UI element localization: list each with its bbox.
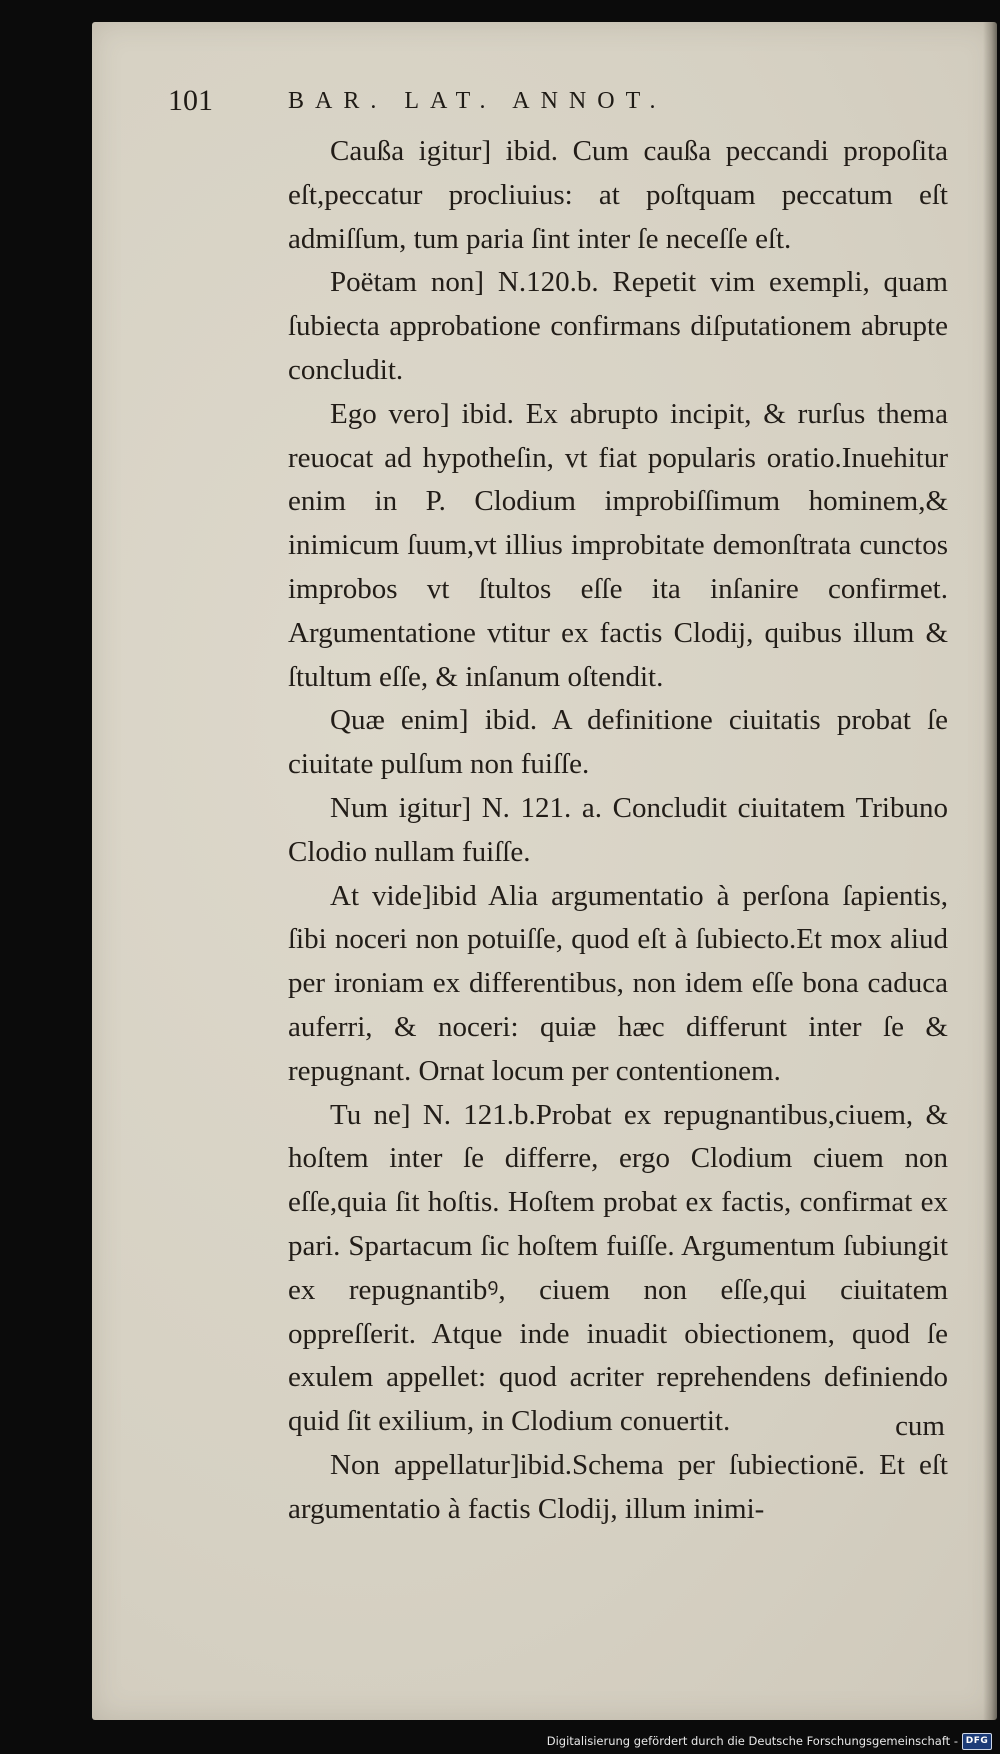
page-edge-shadow (983, 22, 997, 1720)
page-header (168, 84, 928, 124)
digitization-credit (540, 1731, 992, 1751)
page-number: 101 (168, 84, 213, 117)
paragraph: Tu ne] N. 121.b.Probat ex repugnantibus,ciuem, & hoſtem inter ſe differre, ergo Clodium ciuem non eſſe,quia ſit hoſtis. Hoſtem probat ex factis, confirmat ex pari. Spartacum ſic hoſtem fuiſſe. Argumentum ſubiungit ex repugnantibꝰ, ciuem non eſſe,qui ciuitatem oppreſſerit. Atque inde inuadit obiectionem, quod ſe exulem appellet: quod acriter reprehendens definiendo quid ſit exilium, in Clodium conuertit. (288, 1098, 948, 1438)
paragraph: At vide]ibid Alia argumentatio à perſona ſapientis, ſibi noceri non potuiſſe, quod eſt à ſubiecto.Et mox aliud per ironiam ex differentibus, non idem eſſe bona caduca auferri, & noceri: quiæ hæc differunt inter ſe & repugnant. Ornat locum per contentionem. (288, 879, 948, 1087)
running-head: BAR. LAT. ANNOT. (288, 88, 667, 114)
body-text (288, 130, 948, 1532)
paragraph: Caußa igitur] ibid. Cum caußa peccandi propoſita eſt,peccatur procliuius: at poſtquam peccatum eſt admiſſum, tum paria ſint inter ſe neceſſe eſt. (288, 135, 948, 255)
paragraph: Non appellatur]ibid.Schema per ſubiectionē. Et eſt argumentatio à factis Clodij, illum inimi- (288, 1448, 948, 1525)
paragraph: Ego vero] ibid. Ex abrupto incipit, & rurſus thema reuocat ad hypotheſin, vt fiat popularis oratio.Inuehitur enim in P. Clodium improbiſſimum hominem,& inimicum ſuum,vt illius improbitate demonſtrata cunctos improbos vt ſtultos eſſe ita inſanire confirmet. Argumentatione vtitur ex factis Clodij, quibus illum & ſtultum eſſe, & inſanum oſtendit. (288, 397, 948, 693)
paragraph: Quæ enim] ibid. A definitione ciuitatis probat ſe ciuitate pulſum non fuiſſe. (288, 704, 948, 781)
paragraph: Poëtam non] N.120.b. Repetit vim exempli, quam ſubiecta approbatione confirmans diſputationem abrupte concludit. (288, 266, 948, 386)
catchword: cum (895, 1410, 945, 1442)
paragraph: Num igitur] N. 121. a. Concludit ciuitatem Tribuno Clodio nullam fuiſſe. (288, 791, 948, 868)
credit-text: Digitalisierung gefördert durch die Deutsche Forschungsgemeinschaft - (546, 1734, 958, 1748)
dfg-logo-icon: DFG (962, 1733, 992, 1750)
